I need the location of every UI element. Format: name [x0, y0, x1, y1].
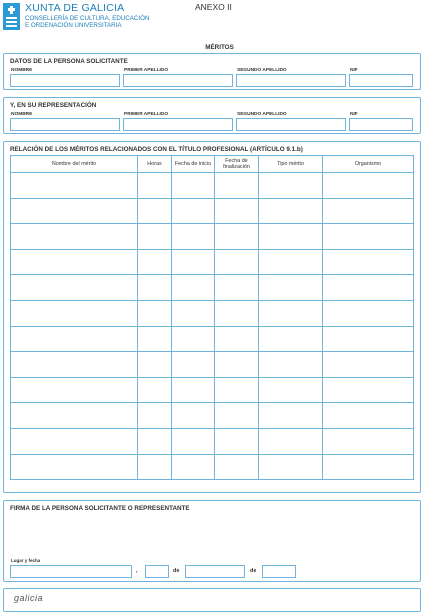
table-cell[interactable] — [172, 352, 215, 378]
table-cell[interactable] — [215, 173, 259, 199]
first-surname-field[interactable] — [123, 74, 233, 87]
table-cell[interactable] — [323, 326, 414, 352]
table-cell[interactable] — [323, 300, 414, 326]
brand-name: XUNTA DE GALICIA — [25, 2, 125, 14]
table-row — [11, 300, 414, 326]
table-cell[interactable] — [138, 403, 172, 429]
table-cell[interactable] — [172, 300, 215, 326]
table-cell[interactable] — [259, 352, 323, 378]
department-name — [25, 15, 149, 30]
month-field[interactable] — [185, 565, 245, 578]
col-start-date: Fecha de inicio — [172, 156, 215, 173]
table-cell[interactable] — [11, 352, 138, 378]
table-cell[interactable] — [215, 428, 259, 454]
table-cell[interactable] — [11, 224, 138, 250]
table-cell[interactable] — [259, 454, 323, 480]
table-cell[interactable] — [11, 454, 138, 480]
table-cell[interactable] — [323, 198, 414, 224]
table-cell[interactable] — [172, 454, 215, 480]
table-cell[interactable] — [259, 403, 323, 429]
table-cell[interactable] — [215, 249, 259, 275]
table-cell[interactable] — [138, 352, 172, 378]
table-cell[interactable] — [138, 377, 172, 403]
table-row — [11, 454, 414, 480]
name-field[interactable] — [10, 74, 120, 87]
table-row — [11, 377, 414, 403]
stripe-icon — [6, 21, 17, 23]
table-cell[interactable] — [259, 300, 323, 326]
col-end-date: Fecha de finalización — [215, 156, 259, 173]
rep-second-surname-field[interactable] — [236, 118, 346, 131]
table-row — [11, 326, 414, 352]
table-cell[interactable] — [215, 403, 259, 429]
merits-table — [10, 155, 414, 480]
comma-label: , — [136, 568, 138, 574]
table-cell[interactable] — [323, 454, 414, 480]
table-cell[interactable] — [172, 173, 215, 199]
table-cell[interactable] — [172, 275, 215, 301]
table-header-row — [11, 156, 414, 173]
stripe-icon — [6, 17, 17, 19]
table-cell[interactable] — [323, 224, 414, 250]
table-cell[interactable] — [323, 352, 414, 378]
rep-second-surname-label: SEGUNDO APELLIDO — [237, 112, 287, 117]
table-cell[interactable] — [172, 377, 215, 403]
table-cell[interactable] — [138, 428, 172, 454]
second-surname-field[interactable] — [236, 74, 346, 87]
table-cell[interactable] — [11, 173, 138, 199]
table-cell[interactable] — [172, 326, 215, 352]
col-merit-name: Nombre del mérito — [11, 156, 138, 173]
table-cell[interactable] — [259, 326, 323, 352]
department-line-2: E ORDENACIÓN UNIVERSITARIA — [25, 22, 122, 30]
rep-name-label: NOMBRE — [11, 112, 33, 117]
table-cell[interactable] — [172, 198, 215, 224]
table-cell[interactable] — [172, 224, 215, 250]
rep-first-surname-label: PRIMER APELLIDO — [124, 112, 169, 117]
rep-first-surname-field[interactable] — [123, 118, 233, 131]
department-line-1: CONSELLERÍA DE CULTURA, EDUCACIÓN — [25, 15, 150, 22]
nif-field[interactable] — [349, 74, 413, 87]
table-cell[interactable] — [11, 300, 138, 326]
table-cell[interactable] — [11, 377, 138, 403]
table-cell[interactable] — [323, 275, 414, 301]
applicant-title: DATOS DE LA PERSONA SOLICITANTE — [10, 58, 128, 65]
col-merit-type: Tipo mérito — [259, 156, 323, 173]
table-row — [11, 249, 414, 275]
cross-bar-icon — [8, 8, 15, 11]
table-cell[interactable] — [11, 275, 138, 301]
table-cell[interactable] — [259, 173, 323, 199]
table-cell[interactable] — [215, 377, 259, 403]
representative-title: Y, EN SU REPRESENTACIÓN — [10, 102, 97, 109]
table-cell[interactable] — [138, 300, 172, 326]
table-cell[interactable] — [138, 173, 172, 199]
table-cell[interactable] — [215, 326, 259, 352]
table-cell[interactable] — [11, 198, 138, 224]
table-cell[interactable] — [215, 224, 259, 250]
year-field[interactable] — [262, 565, 296, 578]
table-cell[interactable] — [138, 326, 172, 352]
table-cell[interactable] — [259, 249, 323, 275]
footer-bar — [3, 588, 421, 612]
table-cell[interactable] — [323, 377, 414, 403]
table-cell[interactable] — [172, 403, 215, 429]
place-field[interactable] — [10, 565, 132, 578]
table-cell[interactable] — [215, 198, 259, 224]
table-cell[interactable] — [259, 198, 323, 224]
table-cell[interactable] — [138, 224, 172, 250]
table-cell[interactable] — [138, 198, 172, 224]
table-cell[interactable] — [11, 428, 138, 454]
table-cell[interactable] — [172, 428, 215, 454]
table-row — [11, 173, 414, 199]
col-organism: Organismo — [323, 156, 414, 173]
table-cell[interactable] — [215, 300, 259, 326]
table-row — [11, 224, 414, 250]
table-cell[interactable] — [11, 403, 138, 429]
first-surname-label: PRIMER APELLIDO — [124, 68, 169, 73]
table-cell[interactable] — [11, 326, 138, 352]
annex-label: ANEXO II — [195, 2, 232, 12]
table-cell[interactable] — [138, 249, 172, 275]
signature-title: FIRMA DE LA PERSONA SOLICITANTE O REPRESENTANTE — [10, 505, 190, 512]
rep-nif-field[interactable] — [349, 118, 413, 131]
table-row — [11, 403, 414, 429]
de-label-2: de — [250, 568, 257, 574]
table-cell[interactable] — [259, 428, 323, 454]
name-label: NOMBRE — [11, 68, 33, 73]
representative-section — [3, 97, 421, 134]
table-cell[interactable] — [259, 224, 323, 250]
de-label-1: de — [173, 568, 180, 574]
table-cell[interactable] — [172, 249, 215, 275]
table-row — [11, 275, 414, 301]
day-field[interactable] — [145, 565, 169, 578]
table-row — [11, 198, 414, 224]
table-cell[interactable] — [215, 275, 259, 301]
nif-label: NIF — [350, 68, 358, 73]
table-row — [11, 428, 414, 454]
galicia-logo: galicia — [14, 593, 44, 603]
table-cell[interactable] — [259, 275, 323, 301]
table-row — [11, 352, 414, 378]
table-cell[interactable] — [138, 275, 172, 301]
signature-section — [3, 500, 421, 582]
page-title: MÉRITOS — [205, 44, 234, 51]
table-cell[interactable] — [215, 454, 259, 480]
table-cell[interactable] — [11, 249, 138, 275]
table-cell[interactable] — [323, 403, 414, 429]
rep-name-field[interactable] — [10, 118, 120, 131]
merits-title: RELACIÓN DE LOS MÉRITOS RELACIONADOS CON EL TÍTULO PROFESIONAL (ARTÍCULO 9.1.b) — [10, 146, 303, 153]
table-cell[interactable] — [215, 352, 259, 378]
stripe-icon — [6, 25, 17, 27]
applicant-section — [3, 53, 421, 90]
table-cell[interactable] — [323, 428, 414, 454]
table-cell[interactable] — [259, 377, 323, 403]
table-cell[interactable] — [323, 249, 414, 275]
col-hours: Horas — [138, 156, 172, 173]
second-surname-label: SEGUNDO APELLIDO — [237, 68, 287, 73]
place-date-label: Lugar y fecha — [11, 558, 41, 563]
table-cell[interactable] — [323, 173, 414, 199]
table-cell[interactable] — [138, 454, 172, 480]
xunta-logo — [3, 3, 20, 30]
rep-nif-label: NIF — [350, 112, 358, 117]
